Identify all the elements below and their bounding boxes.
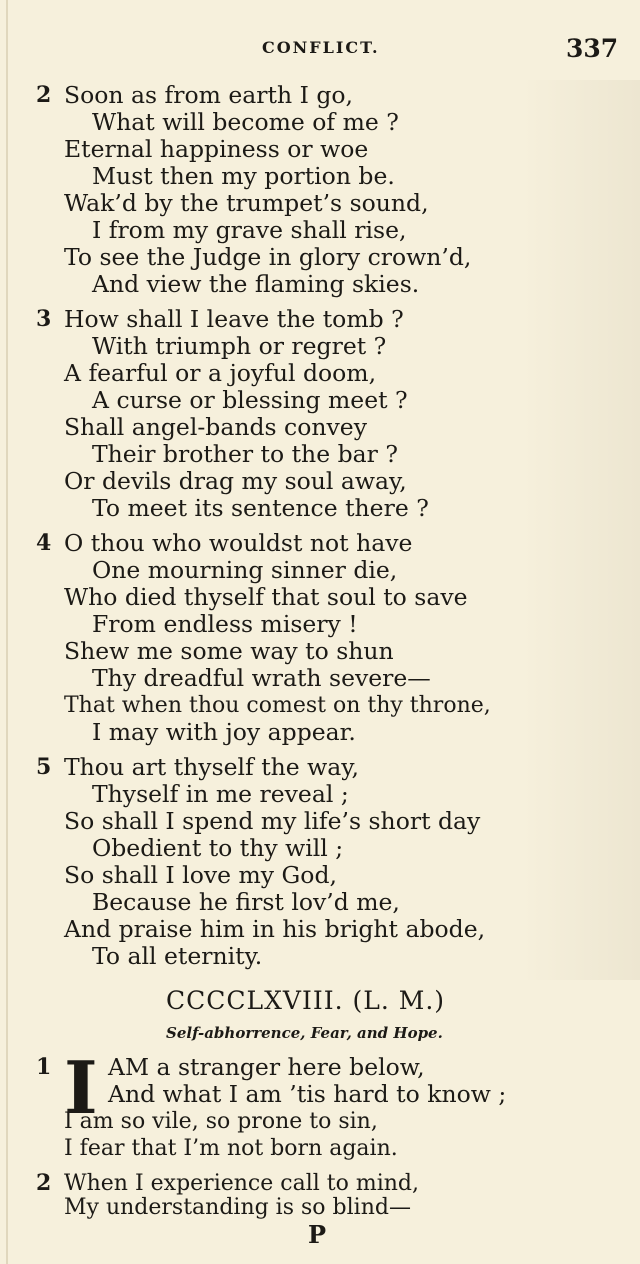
page-number: 337 [566, 34, 619, 63]
verse-line: And view the flaming skies. [92, 270, 420, 298]
verse-line: Or devils drag my soul away, [64, 467, 407, 495]
verse-line: To meet its sentence there ? [92, 494, 429, 522]
verse-line: That when thou comest on thy throne, [64, 693, 491, 718]
verse-line: And what I am ’tis hard to know ; [108, 1080, 507, 1108]
verse-line: With triumph or regret ? [92, 332, 387, 360]
verse-line: How shall I leave the tomb ? [64, 305, 404, 333]
verse-line: Eternal happiness or woe [64, 135, 369, 163]
verse-line: Thy dreadful wrath severe— [92, 664, 431, 692]
verse-line: Shall angel-bands convey [64, 413, 367, 441]
stanza-number: 5 [36, 754, 52, 780]
verse-line: To all eternity. [92, 942, 263, 970]
verse-line: A fearful or a joyful doom, [64, 359, 377, 387]
verse-line: From endless misery ! [92, 610, 358, 638]
stanza-number: 1 [36, 1054, 52, 1080]
verse-line: When I experience call to mind, [64, 1171, 419, 1196]
verse-line: I am so vile, so prone to sin, [64, 1109, 378, 1134]
verse-line: My understanding is so blind— [64, 1195, 411, 1220]
verse-line: Thyself in me reveal ; [92, 780, 349, 808]
verse-line: I from my grave shall rise, [92, 216, 407, 244]
verse-line: Obedient to thy will ; [92, 834, 344, 862]
verse-line: O thou who wouldst not have [64, 529, 413, 557]
stanza-number: 3 [36, 306, 52, 332]
verse-line: I fear that I’m not born again. [64, 1136, 398, 1161]
stanza-number: 2 [36, 82, 52, 108]
binding-edge [6, 0, 8, 1264]
verse-line: So shall I love my God, [64, 861, 337, 889]
signature-mark: P [308, 1220, 327, 1249]
verse-line: What will become of me ? [92, 108, 399, 136]
verse-line: Who died thyself that soul to save [64, 583, 468, 611]
verse-line: I may with joy appear. [92, 718, 356, 746]
verse-line: AM a stranger here below, [108, 1053, 425, 1081]
hymn-title: CCCCLXVIII. (L. M.) [166, 986, 446, 1015]
page-header [0, 34, 640, 64]
verse-line: A curse or blessing meet ? [92, 386, 408, 414]
verse-line: To see the Judge in glory crown’d, [64, 243, 472, 271]
verse-line: Soon as from earth I go, [64, 81, 353, 109]
show-through-shadow [520, 80, 640, 980]
verse-line: And praise him in his bright abode, [64, 915, 486, 943]
verse-line: Thou art thyself the way, [64, 753, 359, 781]
stanza-number: 4 [36, 530, 52, 556]
verse-line: One mourning sinner die, [92, 556, 398, 584]
running-title: CONFLICT. [262, 38, 380, 57]
verse-line: Because he first lov’d me, [92, 888, 400, 916]
verse-line: Wak’d by the trumpet’s sound, [64, 189, 429, 217]
stanza-number: 2 [36, 1170, 52, 1196]
verse-line: Shew me some way to shun [64, 637, 394, 665]
hymn-subtitle: Self-abhorrence, Fear, and Hope. [166, 1024, 443, 1042]
verse-line: So shall I spend my life’s short day [64, 807, 481, 835]
verse-line: Their brother to the bar ? [92, 440, 398, 468]
verse-line: Must then my portion be. [92, 162, 395, 190]
drop-cap: I [64, 1045, 98, 1130]
